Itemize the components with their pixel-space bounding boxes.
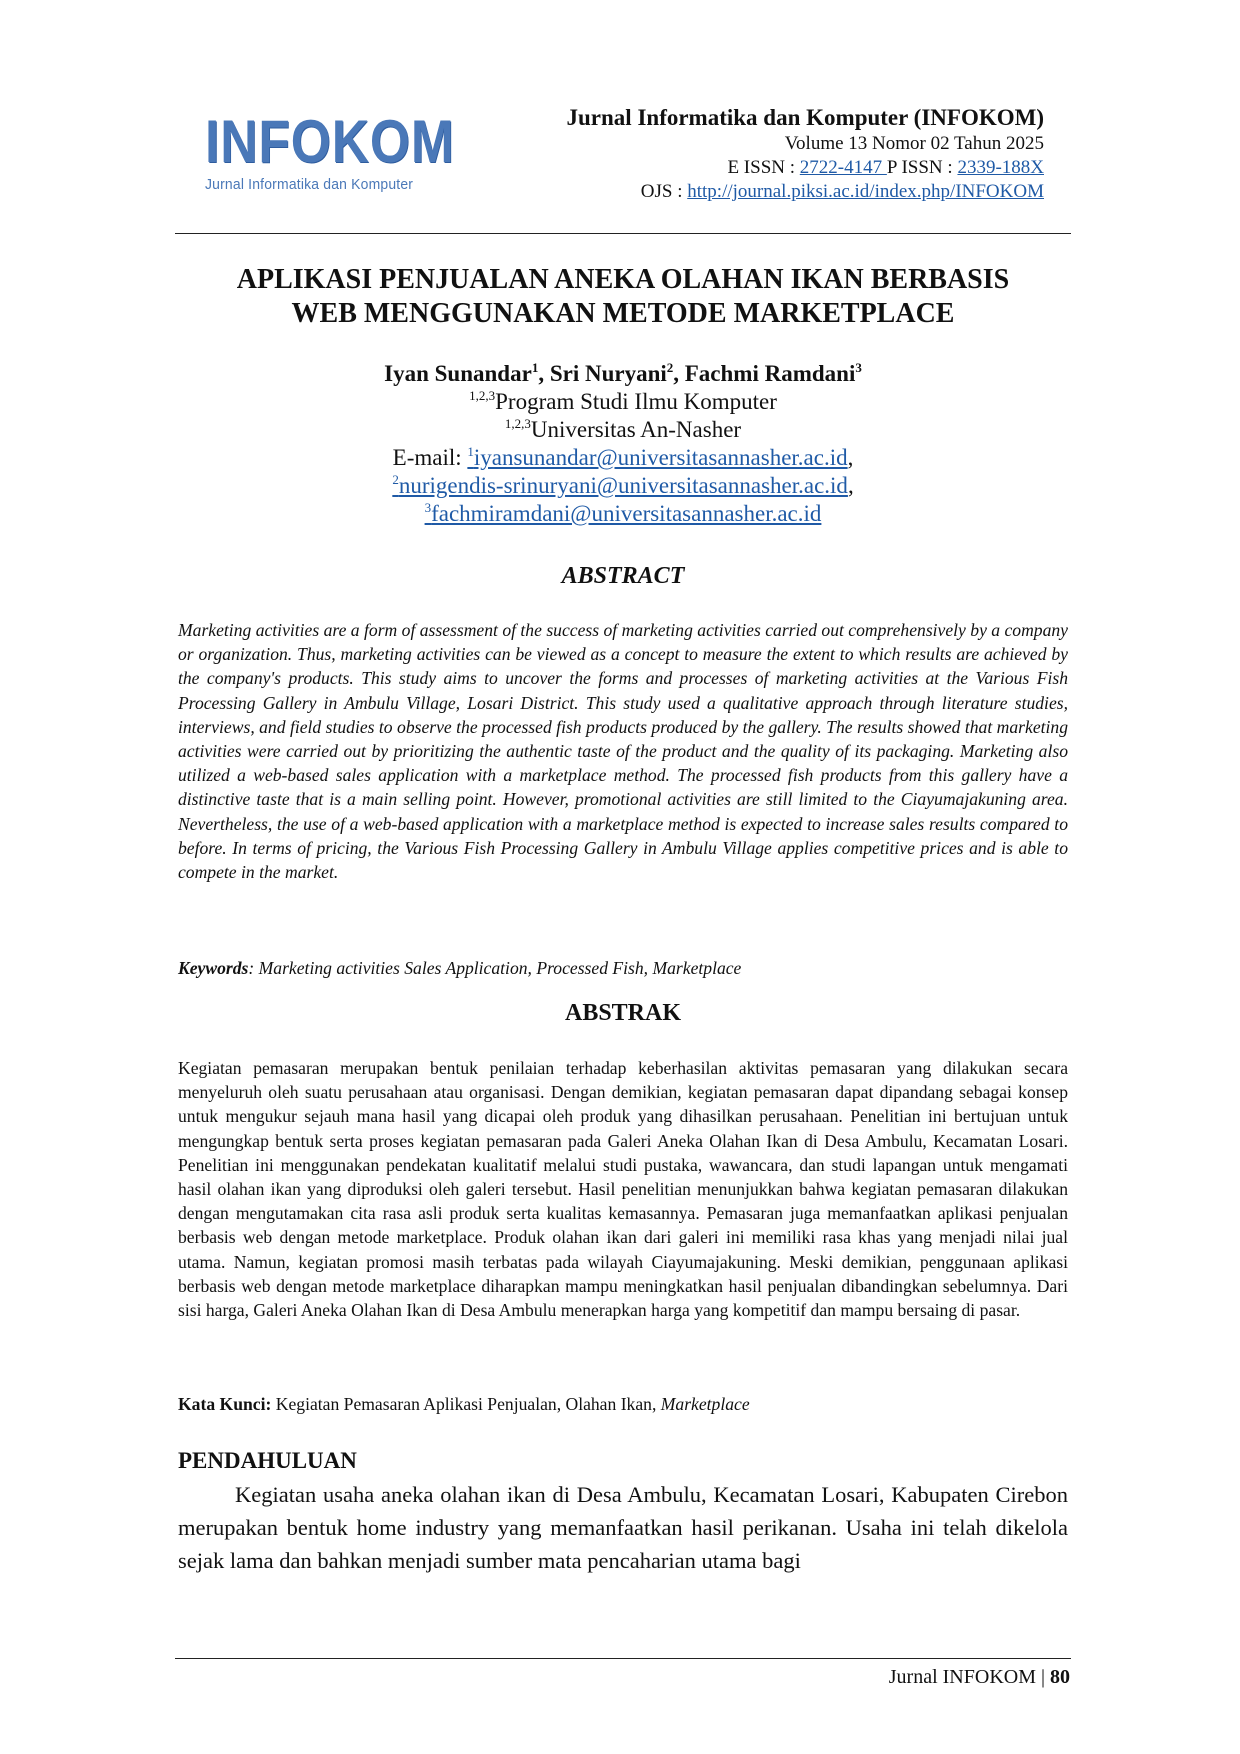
email-3: fachmiramdani@universitasannasher.ac.id bbox=[431, 501, 822, 526]
program-name: Program Studi Ilmu Komputer bbox=[495, 389, 777, 414]
email-2: nurigendis-srinuryani@universitasannasher.ac.id bbox=[398, 473, 848, 498]
journal-info bbox=[567, 104, 1044, 204]
paper-title bbox=[175, 263, 1071, 331]
keywords-line bbox=[178, 956, 1068, 980]
affiliation-program bbox=[175, 388, 1071, 416]
logo-subtitle: Jurnal Informatika dan Komputer bbox=[205, 176, 414, 193]
author-3-sup: 3 bbox=[855, 360, 862, 375]
email-1-sup: 1 bbox=[467, 444, 474, 459]
author-1-sup: 1 bbox=[531, 360, 539, 375]
email-line-2: $^2$nurigendis-srinuryani@universitasannasher.ac.id, bbox=[392, 472, 854, 498]
kata-kunci-italic: Marketplace bbox=[660, 1394, 750, 1414]
author-block bbox=[175, 360, 1071, 528]
eissn-link[interactable]: 2722-4147 bbox=[799, 157, 887, 178]
footer-divider bbox=[175, 1658, 1071, 1659]
email-1-link[interactable] bbox=[467, 445, 847, 470]
email-line-1: E-mail: $^1$iyansunandar@universitasannasher.ac.id, bbox=[392, 444, 854, 470]
abstrak-body: Kegiatan pemasaran merupakan bentuk penilaian terhadap keberhasilan aktivitas pemasaran yang dilakukan secara menyeluruh oleh suatu perusahaan atau organisasi. Dengan demikian, kegiatan pemasaran dapat dipandang sebagai konsep untuk mengukur sejauh mana hasil yang dicapai oleh produk yang dihasilkan perusahaan. Penelitian ini bertujuan untuk mengungkap bentuk serta proses kegiatan pemasaran pada Galeri Aneka Olahan Ikan di Desa Ambulu, Kecamatan Losari. Penelitian ini menggunakan pendekatan kualitatif melalui studi pustaka, wawancara, dan studi lapangan untuk mengamati hasil olahan ikan yang diproduksi oleh galeri tersebut. Hasil penelitian menunjukkan bahwa kegiatan pemasaran dilakukan dengan mengutamakan cita rasa asli produk serta kualitas kemasannya. Pemasaran juga memanfaatkan aplikasi penjualan berbasis web dengan metode marketplace. Produk olahan ikan dari galeri ini memiliki rasa khas yang menjadi nilai jual utama. Namun, kegiatan promosi masih terbatas pada wilayah Ciayumajakuning. Meski demikian, penggunaan aplikasi berbasis web dengan metode marketplace diharapkan mampu meningkatkan hasil penjualan dibandingkan sebelumnya. Dari sisi harga, Galeri Aneka Olahan Ikan di Desa Ambulu menerapkan harga yang kompetitif dan mampu bersaing di pasar. bbox=[178, 1058, 1068, 1321]
eissn-label: E ISSN : bbox=[727, 157, 800, 178]
university-name: Universitas An-Nasher bbox=[530, 417, 742, 442]
keywords-text: : Marketing activities Sales Application, Processed Fish, Marketplace bbox=[248, 958, 742, 978]
email-line-3 bbox=[175, 500, 1071, 528]
ojs-link[interactable]: http://journal.piksi.ac.id/index.php/INFOKOM bbox=[687, 181, 1044, 202]
page-number: 80 bbox=[1050, 1666, 1070, 1688]
kata-kunci-line bbox=[178, 1392, 1068, 1416]
journal-volume: Volume 13 Nomor 02 Tahun 2025 bbox=[784, 133, 1044, 154]
affiliation-sup: 1,2,3 bbox=[504, 416, 531, 431]
pissn-link[interactable]: 2339-188X bbox=[957, 157, 1044, 178]
title-line-1: APLIKASI PENJUALAN ANEKA OLAHAN IKAN BERBASIS bbox=[236, 264, 1010, 295]
author-3: Fachmi Ramdani bbox=[684, 361, 856, 386]
email-3-sup: 3 bbox=[424, 500, 432, 515]
header-divider bbox=[175, 233, 1071, 234]
kata-kunci-label: Kata Kunci: bbox=[178, 1394, 272, 1414]
keywords-label: Keywords bbox=[178, 958, 249, 978]
footer-journal: Jurnal INFOKOM | bbox=[888, 1666, 1050, 1688]
abstract-heading: ABSTRACT bbox=[561, 563, 685, 589]
kata-kunci-text: Kegiatan Pemasaran Aplikasi Penjualan, Olahan Ikan, bbox=[271, 1394, 661, 1414]
email-2-link[interactable] bbox=[392, 473, 848, 498]
email-3-link[interactable] bbox=[425, 501, 822, 526]
email-label: E-mail: bbox=[392, 445, 468, 470]
author-2-sup: 2 bbox=[666, 360, 674, 375]
page-footer bbox=[889, 1666, 1070, 1689]
journal-logo bbox=[205, 108, 455, 193]
ojs-line bbox=[567, 180, 1044, 204]
title-line-2: WEB MENGGUNAKAN METODE MARKETPLACE bbox=[291, 298, 955, 329]
ojs-label: OJS : bbox=[640, 181, 688, 202]
email-2-sup: 2 bbox=[392, 472, 399, 487]
affiliation-sup: 1,2,3 bbox=[469, 388, 496, 403]
email-1: iyansunandar@universitasannasher.ac.id bbox=[473, 445, 848, 470]
issn-line bbox=[567, 156, 1044, 180]
author-2: Sri Nuryani bbox=[549, 361, 667, 386]
journal-title: Jurnal Informatika dan Komputer (INFOKOM) bbox=[566, 105, 1044, 130]
logo-wordmark: INFOKOM bbox=[205, 108, 455, 175]
affiliation-university bbox=[175, 416, 1071, 444]
abstract-body: Marketing activities are a form of assessment of the success of marketing activities carried out comprehensively by a company or organization. Thus, marketing activities can be viewed as a concept to measure the extent to which results are achieved by the company's products. This study aims to uncover the forms and processes of marketing activities at the Various Fish Processing Gallery in Ambulu Village, Losari District. This study used a qualitative approach through literature studies, interviews, and field studies to observe the processed fish products produced by the gallery. The results showed that marketing activities were carried out by prioritizing the authentic taste of the product and the quality of its packaging. Marketing also utilized a web-based sales application with a marketplace method. The processed fish products from this gallery have a distinctive taste that is a main selling point. However, promotional activities are still limited to the Ciayumajakuning area. Nevertheless, the use of a web-based application with a marketplace method is expected to increase sales results compared to before. In terms of pricing, the Various Fish Processing Gallery in Ambulu Village applies competitive prices and is able to compete in the market. bbox=[178, 620, 1068, 883]
author-1: Iyan Sunandar bbox=[384, 361, 532, 386]
pendahuluan-body: Kegiatan usaha aneka olahan ikan di Desa Ambulu, Kecamatan Losari, Kabupaten Cirebon merupakan bentuk home industry yang memanfaatkan hasil perikanan. Usaha ini telah dikelola sejak lama dan bahkan menjadi sumber mata pencaharian utama bagi bbox=[178, 1482, 1068, 1573]
section-heading-pendahuluan: PENDAHULUAN bbox=[178, 1448, 357, 1473]
abstrak-heading: ABSTRAK bbox=[564, 1000, 682, 1026]
author-names: Iyan Sunandar$^1$, Sri Nuryani$^2$, Fachmi Ramdani$^3$ bbox=[384, 360, 862, 386]
pissn-label: P ISSN : bbox=[886, 157, 958, 178]
